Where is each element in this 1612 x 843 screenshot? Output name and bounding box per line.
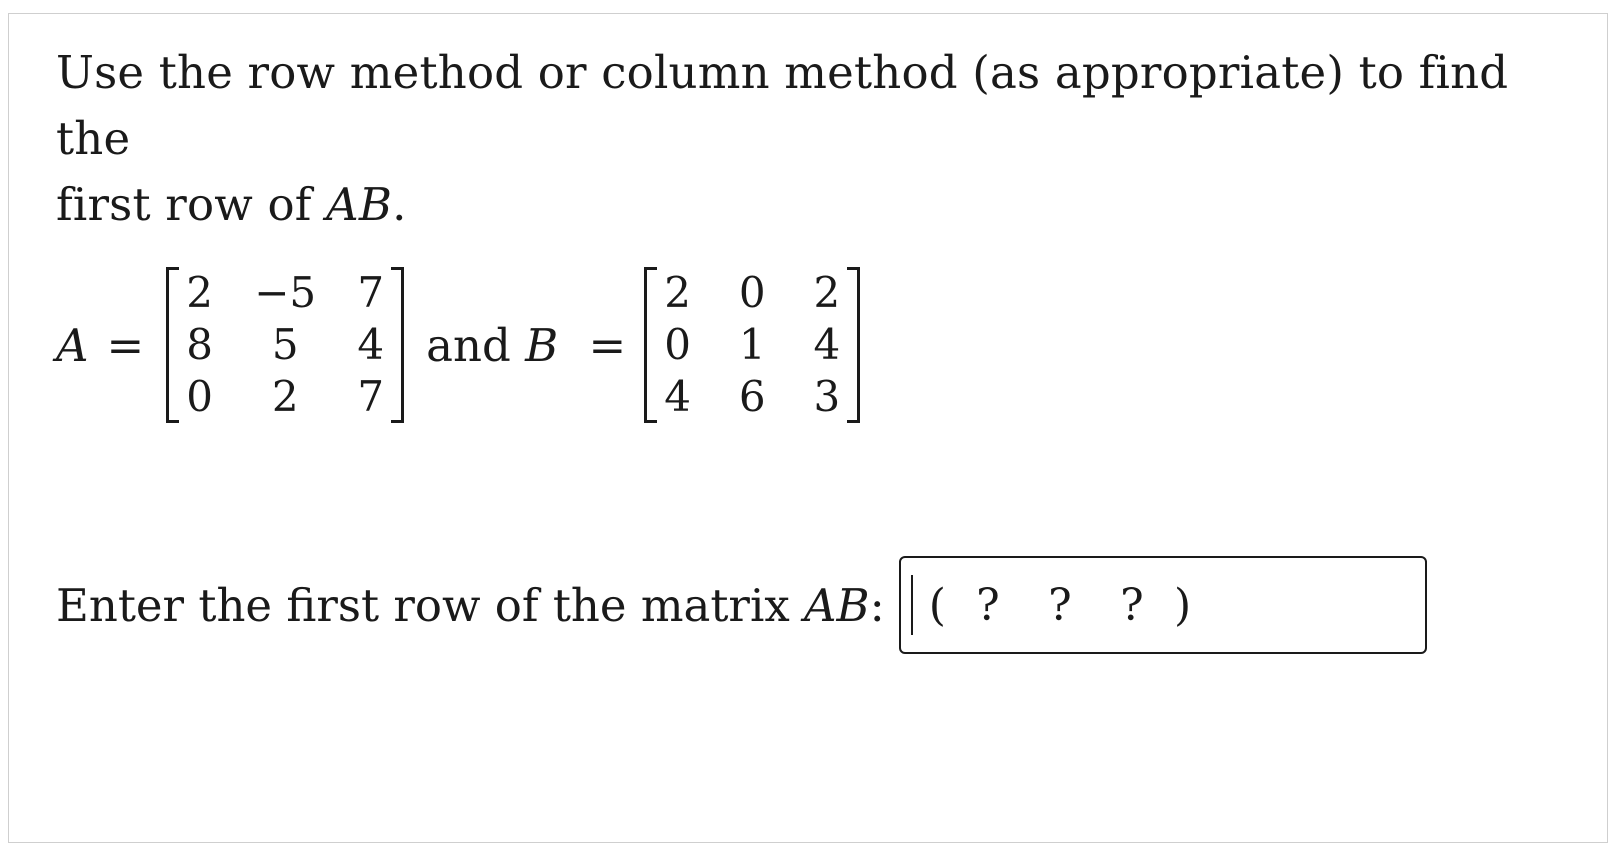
- prompt-product-var: AB: [326, 178, 393, 231]
- question-prompt: [56, 40, 1556, 238]
- answer-label-colon: :: [869, 578, 885, 632]
- prompt-line-2-text: first row of: [56, 178, 327, 231]
- answer-entry-2[interactable]: ?: [1048, 579, 1072, 631]
- right-bracket: [847, 267, 860, 423]
- matrix-a-name: A: [56, 318, 89, 372]
- matrix-b-grid: [660, 267, 844, 423]
- matrix-b: [644, 267, 860, 423]
- matrix-b-lhs: [426, 319, 626, 372]
- matrix-a-cell: 7: [357, 268, 385, 317]
- matrix-b-row: [660, 371, 844, 423]
- matrix-b-cell: 6: [738, 372, 766, 421]
- matrix-b-cell: 3: [813, 372, 841, 421]
- answer-label: [56, 579, 885, 632]
- left-bracket: [644, 267, 657, 423]
- matrix-b-cell: 0: [664, 320, 691, 369]
- matrix-a-cell: 2: [186, 268, 213, 317]
- right-bracket: [391, 267, 404, 423]
- open-paren: (: [928, 579, 946, 631]
- matrix-a-cell: 5: [271, 320, 299, 369]
- prompt-period: .: [392, 178, 407, 231]
- equals-sign: =: [106, 318, 145, 372]
- matrix-a-cell: −5: [254, 268, 317, 317]
- equals-sign: =: [588, 318, 627, 372]
- prompt-line-2: [56, 172, 1556, 238]
- matrix-a-row: [182, 267, 388, 319]
- connector-word: and: [426, 318, 511, 372]
- matrix-b-cell: 2: [813, 268, 841, 317]
- matrix-a-row: [182, 319, 388, 371]
- matrix-b-cell: 2: [664, 268, 691, 317]
- answer-label-var: AB: [804, 578, 870, 632]
- matrix-a-cell: 7: [357, 372, 385, 421]
- close-paren: ): [1173, 579, 1192, 631]
- answer-entry-1[interactable]: ?: [976, 579, 1000, 631]
- left-bracket: [166, 267, 179, 423]
- matrix-a-grid: [182, 267, 388, 423]
- prompt-line-1: Use the row method or column method (as appropriate) to find the: [56, 46, 1509, 165]
- answer-entry-3[interactable]: ?: [1120, 579, 1144, 631]
- matrix-a: [166, 267, 404, 423]
- matrix-b-row: [660, 319, 844, 371]
- matrix-b-cell: 4: [664, 372, 691, 421]
- matrix-b-cell: 1: [738, 320, 766, 369]
- matrix-definitions: [56, 255, 860, 435]
- answer-input[interactable]: [899, 556, 1427, 654]
- input-left-border: [911, 575, 913, 635]
- matrix-a-cell: 2: [271, 372, 299, 421]
- matrix-b-cell: 0: [738, 268, 766, 317]
- matrix-a-cell: 4: [357, 320, 385, 369]
- matrix-b-cell: 4: [813, 320, 841, 369]
- answer-label-text: Enter the first row of the matrix: [56, 578, 805, 632]
- matrix-b-row: [660, 267, 844, 319]
- matrix-a-lhs: [56, 319, 166, 372]
- matrix-a-row: [182, 371, 388, 423]
- matrix-a-cell: 8: [186, 320, 213, 369]
- answer-row: [56, 555, 1427, 655]
- matrix-a-cell: 0: [186, 372, 213, 421]
- matrix-b-name: B: [525, 318, 559, 372]
